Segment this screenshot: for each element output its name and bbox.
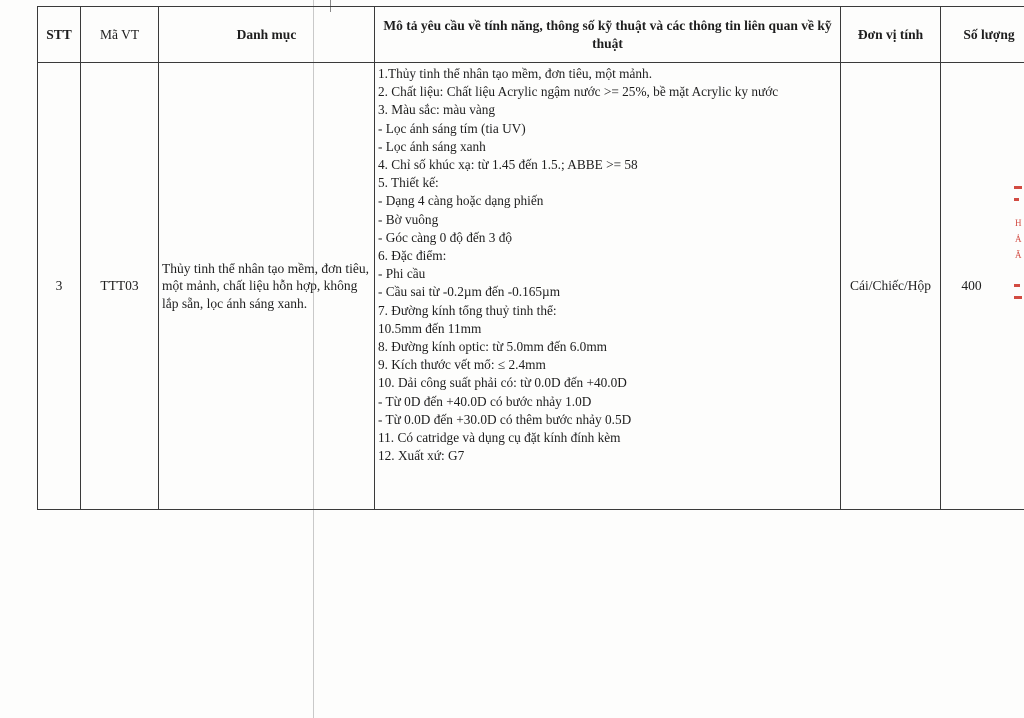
spec-line: 10. Dải công suất phải có: từ 0.0D đến +40.0D — [378, 375, 627, 391]
spec-line: 3. Màu sắc: màu vàng — [378, 102, 496, 118]
spec-line: - Dạng 4 càng hoặc dạng phiến — [378, 193, 544, 209]
spec-line: 6. Đặc điểm: — [378, 248, 447, 264]
stamp-letter: Ă — [1015, 250, 1022, 260]
spec-line: 5. Thiết kế: — [378, 175, 439, 191]
spec-line: 9. Kích thước vết mổ: ≤ 2.4mm — [378, 357, 546, 373]
spec-line: - Lọc ánh sáng xanh — [378, 138, 486, 154]
table-row — [38, 63, 1024, 510]
cell-so-luong: 400 — [941, 63, 1024, 510]
spec-line: 11. Có catridge và dụng cụ đặt kính đính kèm — [378, 430, 621, 446]
cell-mo-ta — [375, 63, 841, 510]
spec-line: - Cầu sai từ -0.2µm đến -0.165µm — [378, 284, 561, 300]
stamp-letter: Ả — [1015, 234, 1022, 244]
spec-line: - Góc càng 0 độ đến 3 độ — [378, 229, 513, 245]
spec-line: 10.5mm đến 11mm — [378, 320, 482, 336]
header-mo-ta: Mô tả yêu cầu về tính năng, thông số kỹ thuật và các thông tin liên quan về kỹ thuật — [375, 7, 841, 63]
header-so-luong: Số lượng — [941, 7, 1024, 63]
cell-stt: 3 — [38, 63, 81, 510]
header-don-vi-tinh: Đơn vị tính — [841, 7, 941, 63]
spec-line: - Từ 0D đến +40.0D có bước nhảy 1.0D — [378, 393, 592, 409]
spec-line: 12. Xuất xứ: G7 — [378, 448, 465, 464]
stamp-letter: H — [1015, 218, 1022, 228]
spec-line: 4. Chỉ số khúc xạ: từ 1.45 đến 1.5.; ABBE >= 58 — [378, 157, 638, 173]
spec-line: 2. Chất liệu: Chất liệu Acrylic ngậm nước >= 25%, bề mặt Acrylic ky nước — [378, 84, 779, 100]
cell-ma-vt: TTT03 — [81, 63, 159, 510]
header-danh-muc: Danh mục — [159, 7, 375, 63]
spec-line: 8. Đường kính optic: từ 5.0mm đến 6.0mm — [378, 339, 608, 355]
spec-line: - Bờ vuông — [378, 211, 439, 227]
spec-line: - Từ 0.0D đến +30.0D có thêm bước nhảy 0.5D — [378, 411, 632, 427]
table-header-row — [38, 7, 1024, 63]
cell-don-vi-tinh: Cái/Chiếc/Hộp — [841, 63, 941, 510]
spec-line: 7. Đường kính tổng thuỷ tinh thể: — [378, 302, 557, 318]
technical-spec-table — [37, 6, 1024, 510]
spec-line: - Lọc ánh sáng tím (tia UV) — [378, 120, 526, 136]
red-stamp-edge — [1012, 180, 1024, 310]
header-stt: STT — [38, 7, 81, 63]
header-ma-vt: Mã VT — [81, 7, 159, 63]
cell-danh-muc: Thủy tinh thể nhân tạo mềm, đơn tiêu, một mảnh, chất liệu hỗn hợp, không lắp sẵn, lọc ánh sáng xanh. — [159, 63, 375, 510]
spec-line: - Phi cầu — [378, 266, 426, 282]
spec-line: 1.Thủy tinh thể nhân tạo mềm, đơn tiêu, một mảnh. — [378, 66, 653, 81]
